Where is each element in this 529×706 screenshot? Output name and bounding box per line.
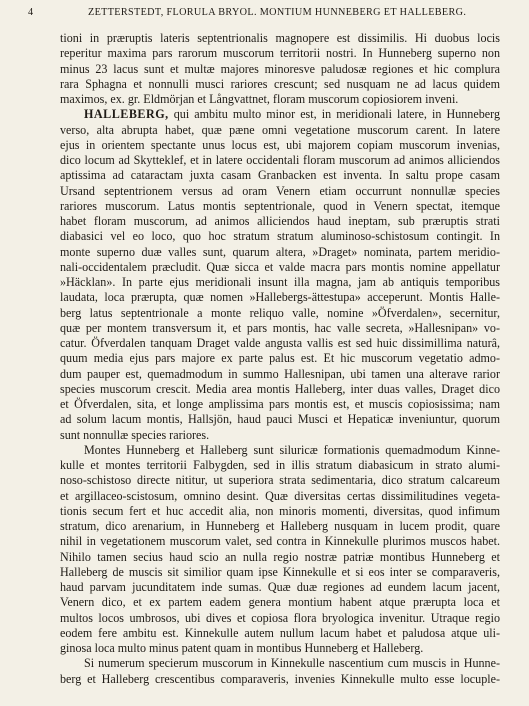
text-line: quæ per montem transversum it, et pars montis, hac valle secreta, »Hallesnipan» vo- <box>60 320 500 335</box>
text-line: rara Sphagna et nonnulli musci rariores crescunt; sed nusquam ne ad lacus quidem <box>60 76 500 91</box>
text-line: tioni in præruptis lateris septentrionalis magnopere est dissimilis. Hi duobus locis <box>60 31 500 45</box>
text-line: ginosa loca multo minus patent quam in montibus Hunneberg et Halleberg. <box>60 641 424 655</box>
text-line: berg latus septentrionale a monte reliquo valle, nomine »Öfverdalen», secernitur, <box>60 305 500 320</box>
body-text <box>60 31 500 687</box>
text-line: diabasici vel eo loco, quo hoc stratum stratum aluminoso-schistosum contingit. In <box>60 229 500 244</box>
text-line: verso, alta abrupta habet, quæ pæne omni vegetatione muscorum carent. In latere <box>60 122 500 137</box>
text-line: multos locos umbrosos, ubi dives et copiosa flora bryologica invenitur. Utraque regio <box>60 610 500 625</box>
text-line: »Häcklan». In parte ejus meridionali insunt illa magna, jam ab antiquis temporibus <box>60 275 500 289</box>
text-line: quum media ejus pars majore ex parte palus est. Et hic muscorum vegetatio admo- <box>60 351 500 366</box>
text-line: aptissima ad cataractam juxta casam Granbacken est inventa. In saltu prope casam <box>60 168 500 183</box>
text-line: noso-schistoso directe nititur, ut superiora strata sedimentaria, dico stratum calcareum <box>60 473 500 488</box>
text-line: maximos, ex. gr. Eldmörjan et Långvattnet, floram muscorum copiosiorem inveni. <box>60 92 459 106</box>
text-line: Montes Hunneberg et Halleberg sunt siluricæ formationis quemadmodum Kinne- <box>84 442 500 457</box>
section-heading-halleberg: HALLEBERG, <box>84 107 169 122</box>
text-line: reperitur maxima pars rarorum muscorum territorii nostri. In Hunneberg superno non <box>60 46 500 61</box>
text-line: haud parvam jucunditatem inde sumas. Quæ duæ regiones ad eundem lacum jacent, <box>60 580 500 594</box>
text-line: species muscorum crescit. Media area montis Halleberg, inter duas valles, Draget dico <box>60 381 500 396</box>
text-line: berg et Halleberg crescentibus comparaveris, invenies Kinnekulle multo esse locuple- <box>60 671 500 686</box>
page-number: 4 <box>28 7 34 18</box>
text-line: stratum, dico arenarium, in Hunneberg et Halleberg nusquam in lucem prodit, quare <box>60 519 500 533</box>
text-line: Nihilo tamen secius haud scio an nulla regio nostræ patriæ montibus Hunneberg et <box>60 549 500 564</box>
text-line: rariores muscorum. Latus montis septentrionale, quod in Venern spectat, itemque <box>60 198 500 213</box>
text-line: et argillaceo-scistosum, omnino desint. Quæ diversitas certas dissimilitudines vegeta- <box>60 488 500 503</box>
text-line: Halleberg de muscis sit similior quam ipse Kinnekulle et si eos inter se comparaveris, <box>60 564 500 579</box>
text-line: eodem fere ambitu est. Kinnekulle autem nullum lacum habet et paludosa atque uli- <box>60 625 500 640</box>
page-header <box>28 7 500 23</box>
text-line: et Öfverdalen, sita, et longe amplissima pars montis est, et muscis copiosissima; nam <box>60 397 500 411</box>
running-head: ZETTERSTEDT, FLORULA BRYOL. MONTIUM HUNNEBERG ET HALLEBERG. <box>88 7 467 18</box>
text-line: ejus in orientem spectante unus locus est, ubi majorem copiam muscorum invenias, <box>60 137 500 152</box>
text-line: habet floram muscorum, ad animos alliciendos haud ineptam, sub præruptis strati <box>60 214 500 228</box>
text-line: dum pauper est, quemadmodum in summo Hallesnipan, ubi tamen una alterave rarior <box>60 366 500 381</box>
text-line: kulle et montes territorii Falbygden, sed in illis stratum diabasicum in strato alumi- <box>60 458 500 472</box>
text-line: minus 23 lacus sunt et multæ majores minoresve paludosæ regiones et hic complura <box>60 61 500 76</box>
text-line: sunt nonnullæ species rariores. <box>60 427 210 442</box>
text-line: nali-occidentalem præcludit. Quæ sicca et valde macra pars montis nomine appellatur <box>60 259 500 274</box>
text-line: catur. Öfverdalen tanquam Draget valde angusta vallis est sed huic dissimillima naturâ, <box>60 336 500 350</box>
text-line: tionis secum fert et huc accedit alia, non minoris momenti, diversitas, quod infimum <box>60 503 500 518</box>
text-line: dico locum ad Skytteklef, et in latere occidentali floram muscorum ad animos alliciendos <box>60 153 500 167</box>
text-line: Venern dico, et ex partem eadem genera montium habent atque prærupta loca et <box>60 595 500 610</box>
text-line: Si numerum specierum muscorum in Kinnekulle nascentium cum muscis in Hunne- <box>84 656 500 671</box>
text-line: Ursand septentrionem versus ad oram Venern etiam occurrunt nonnullæ species <box>60 183 500 198</box>
text-line <box>60 107 500 122</box>
text-fragment: qui ambitu multo minor est, in meridionali latere, in Hunneberg <box>168 107 500 122</box>
text-line: monte superno duæ valles sunt, quarum altera, »Draget» nominata, partem meridio- <box>60 244 500 259</box>
text-line: nihil in vegetationem muscorum valet, sed contra in Kinnekulle plurimos muscos habet. <box>60 534 500 549</box>
text-line: ad solum lacum montis, Hallsjön, haud pauci Musci et Hepaticæ inveniuntur, quorum <box>60 412 500 427</box>
text-line: laudata, loca prærupta, quæ nomen »Hallebergs-ättestupa» acceperunt. Montis Halle- <box>60 290 500 305</box>
